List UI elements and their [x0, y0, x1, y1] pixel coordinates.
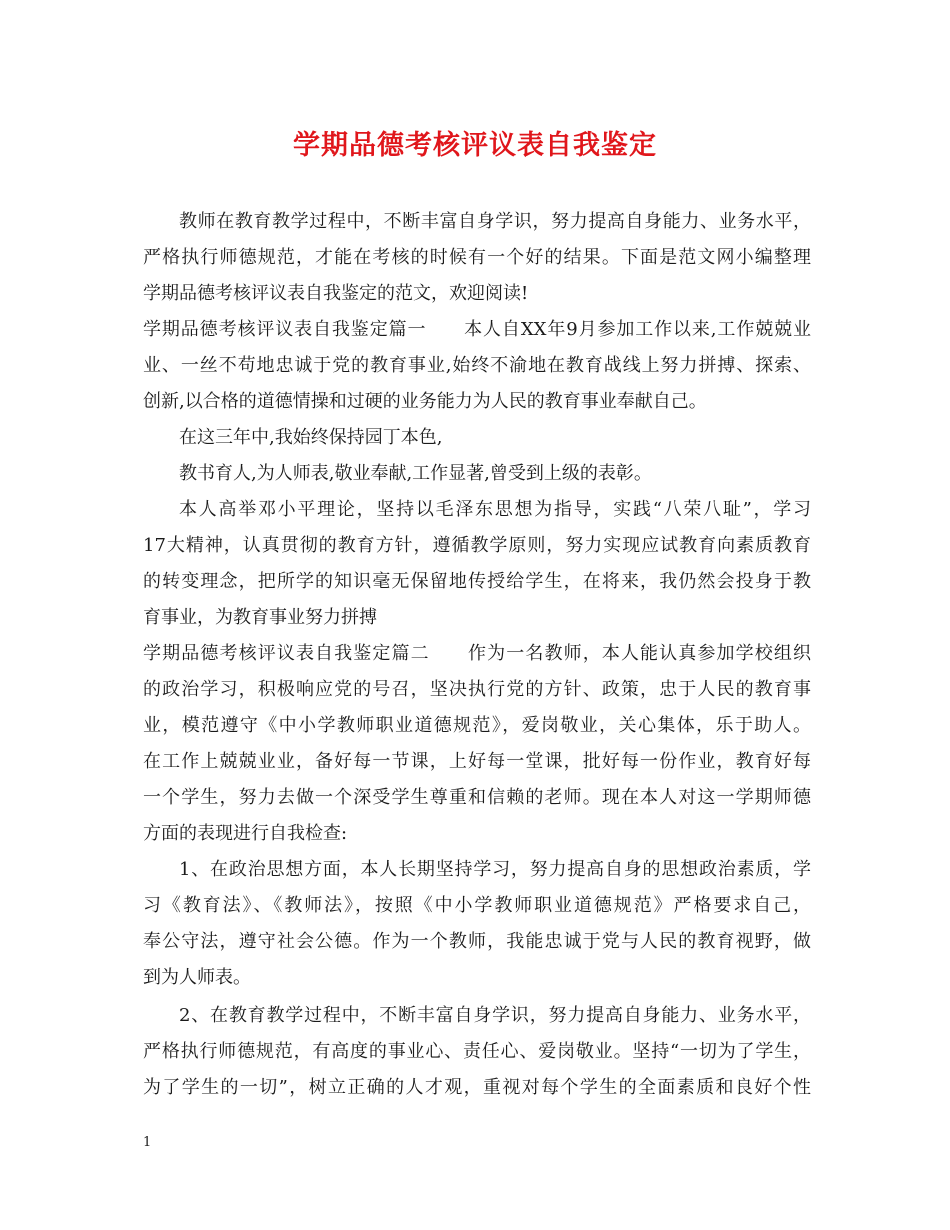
text-line: 严格执行师德规范，有高度的事业心、责任心、爱岗敬业。坚持“一切为了学生， [143, 1041, 811, 1062]
text-line: 业、一丝不苟地忠诚于党的教育事业,始终不渝地在教育战线上努力拼搏、探索、 [143, 355, 811, 376]
text-line: 奉公守法，遵守社会公德。作为一个教师，我能忠诚于党与人民的教育视野，做 [143, 931, 811, 952]
text-line: 学期品德考核评议表自我鉴定的范文，欢迎阅读! [143, 283, 529, 304]
text-line: 1、在政治思想方面，本人长期坚持学习，努力提高自身的思想政治素质，学 [179, 859, 811, 880]
document-body [143, 204, 811, 1106]
text-line: 方面的表现进行自我检查: [143, 823, 348, 844]
text-line: 教师在教育教学过程中，不断丰富自身学识，努力提高自身能力、业务水平， [179, 211, 811, 232]
text-line: 的转变理念，把所学的知识毫无保留地传授给学生，在将来，我仍然会投身于教 [143, 571, 811, 592]
text-line: 17大精神，认真贯彻的教育方针，遵循教学原则，努力实现应试教育向素质教育 [143, 535, 811, 556]
text-line: 本人高举邓小平理论，坚持以毛泽东思想为指导，实践“八荣八耻”，学习 [179, 499, 811, 520]
text-line: 业，模范遵守《中小学教师职业道德规范》，爱岗敬业，关心集体，乐于助人。 [143, 715, 811, 736]
text-line: 到为人师表。 [143, 967, 251, 988]
text-line: 在工作上兢兢业业，备好每一节课，上好每一堂课，批好每一份作业，教育好每 [143, 751, 811, 772]
text-line: 为了学生的一切”，树立正确的人才观，重视对每个学生的全面素质和良好个性 [143, 1077, 811, 1098]
text-line: 习《教育法》、《教师法》，按照《中小学教师职业道德规范》严格要求自己， [143, 895, 811, 916]
text-line: 的政治学习，积极响应党的号召，坚决执行党的方针、政策，忠于人民的教育事 [143, 679, 811, 700]
text-line: 在这三年中,我始终保持园丁本色, [179, 427, 443, 448]
text-line: 育事业，为教育事业努力拼搏 [143, 607, 377, 628]
text-line: 严格执行师德规范，才能在考核的时候有一个好的结果。下面是范文网小编整理 [143, 247, 811, 268]
page-number: 1 [143, 1135, 152, 1150]
text-line: 2、在教育教学过程中，不断丰富自身学识，努力提高自身能力、业务水平， [179, 1005, 811, 1026]
text-line: 创新,以合格的道德情操和过硬的业务能力为人民的教育事业奉献自己。 [143, 391, 707, 412]
document-title: 学期品德考核评议表自我鉴定 [293, 130, 657, 161]
text-line: 教书育人,为人师表,敬业奉献,工作显著,曾受到上级的表彰。 [179, 463, 652, 484]
text-line: 一个学生，努力去做一个深受学生尊重和信赖的老师。现在本人对这一学期师德 [143, 787, 811, 808]
section-heading-line: 学期品德考核评议表自我鉴定篇一 本人自XX年9月参加工作以来,工作兢兢业 [143, 319, 811, 340]
section-heading-line: 学期品德考核评议表自我鉴定篇二 作为一名教师，本人能认真参加学校组织 [143, 643, 811, 664]
